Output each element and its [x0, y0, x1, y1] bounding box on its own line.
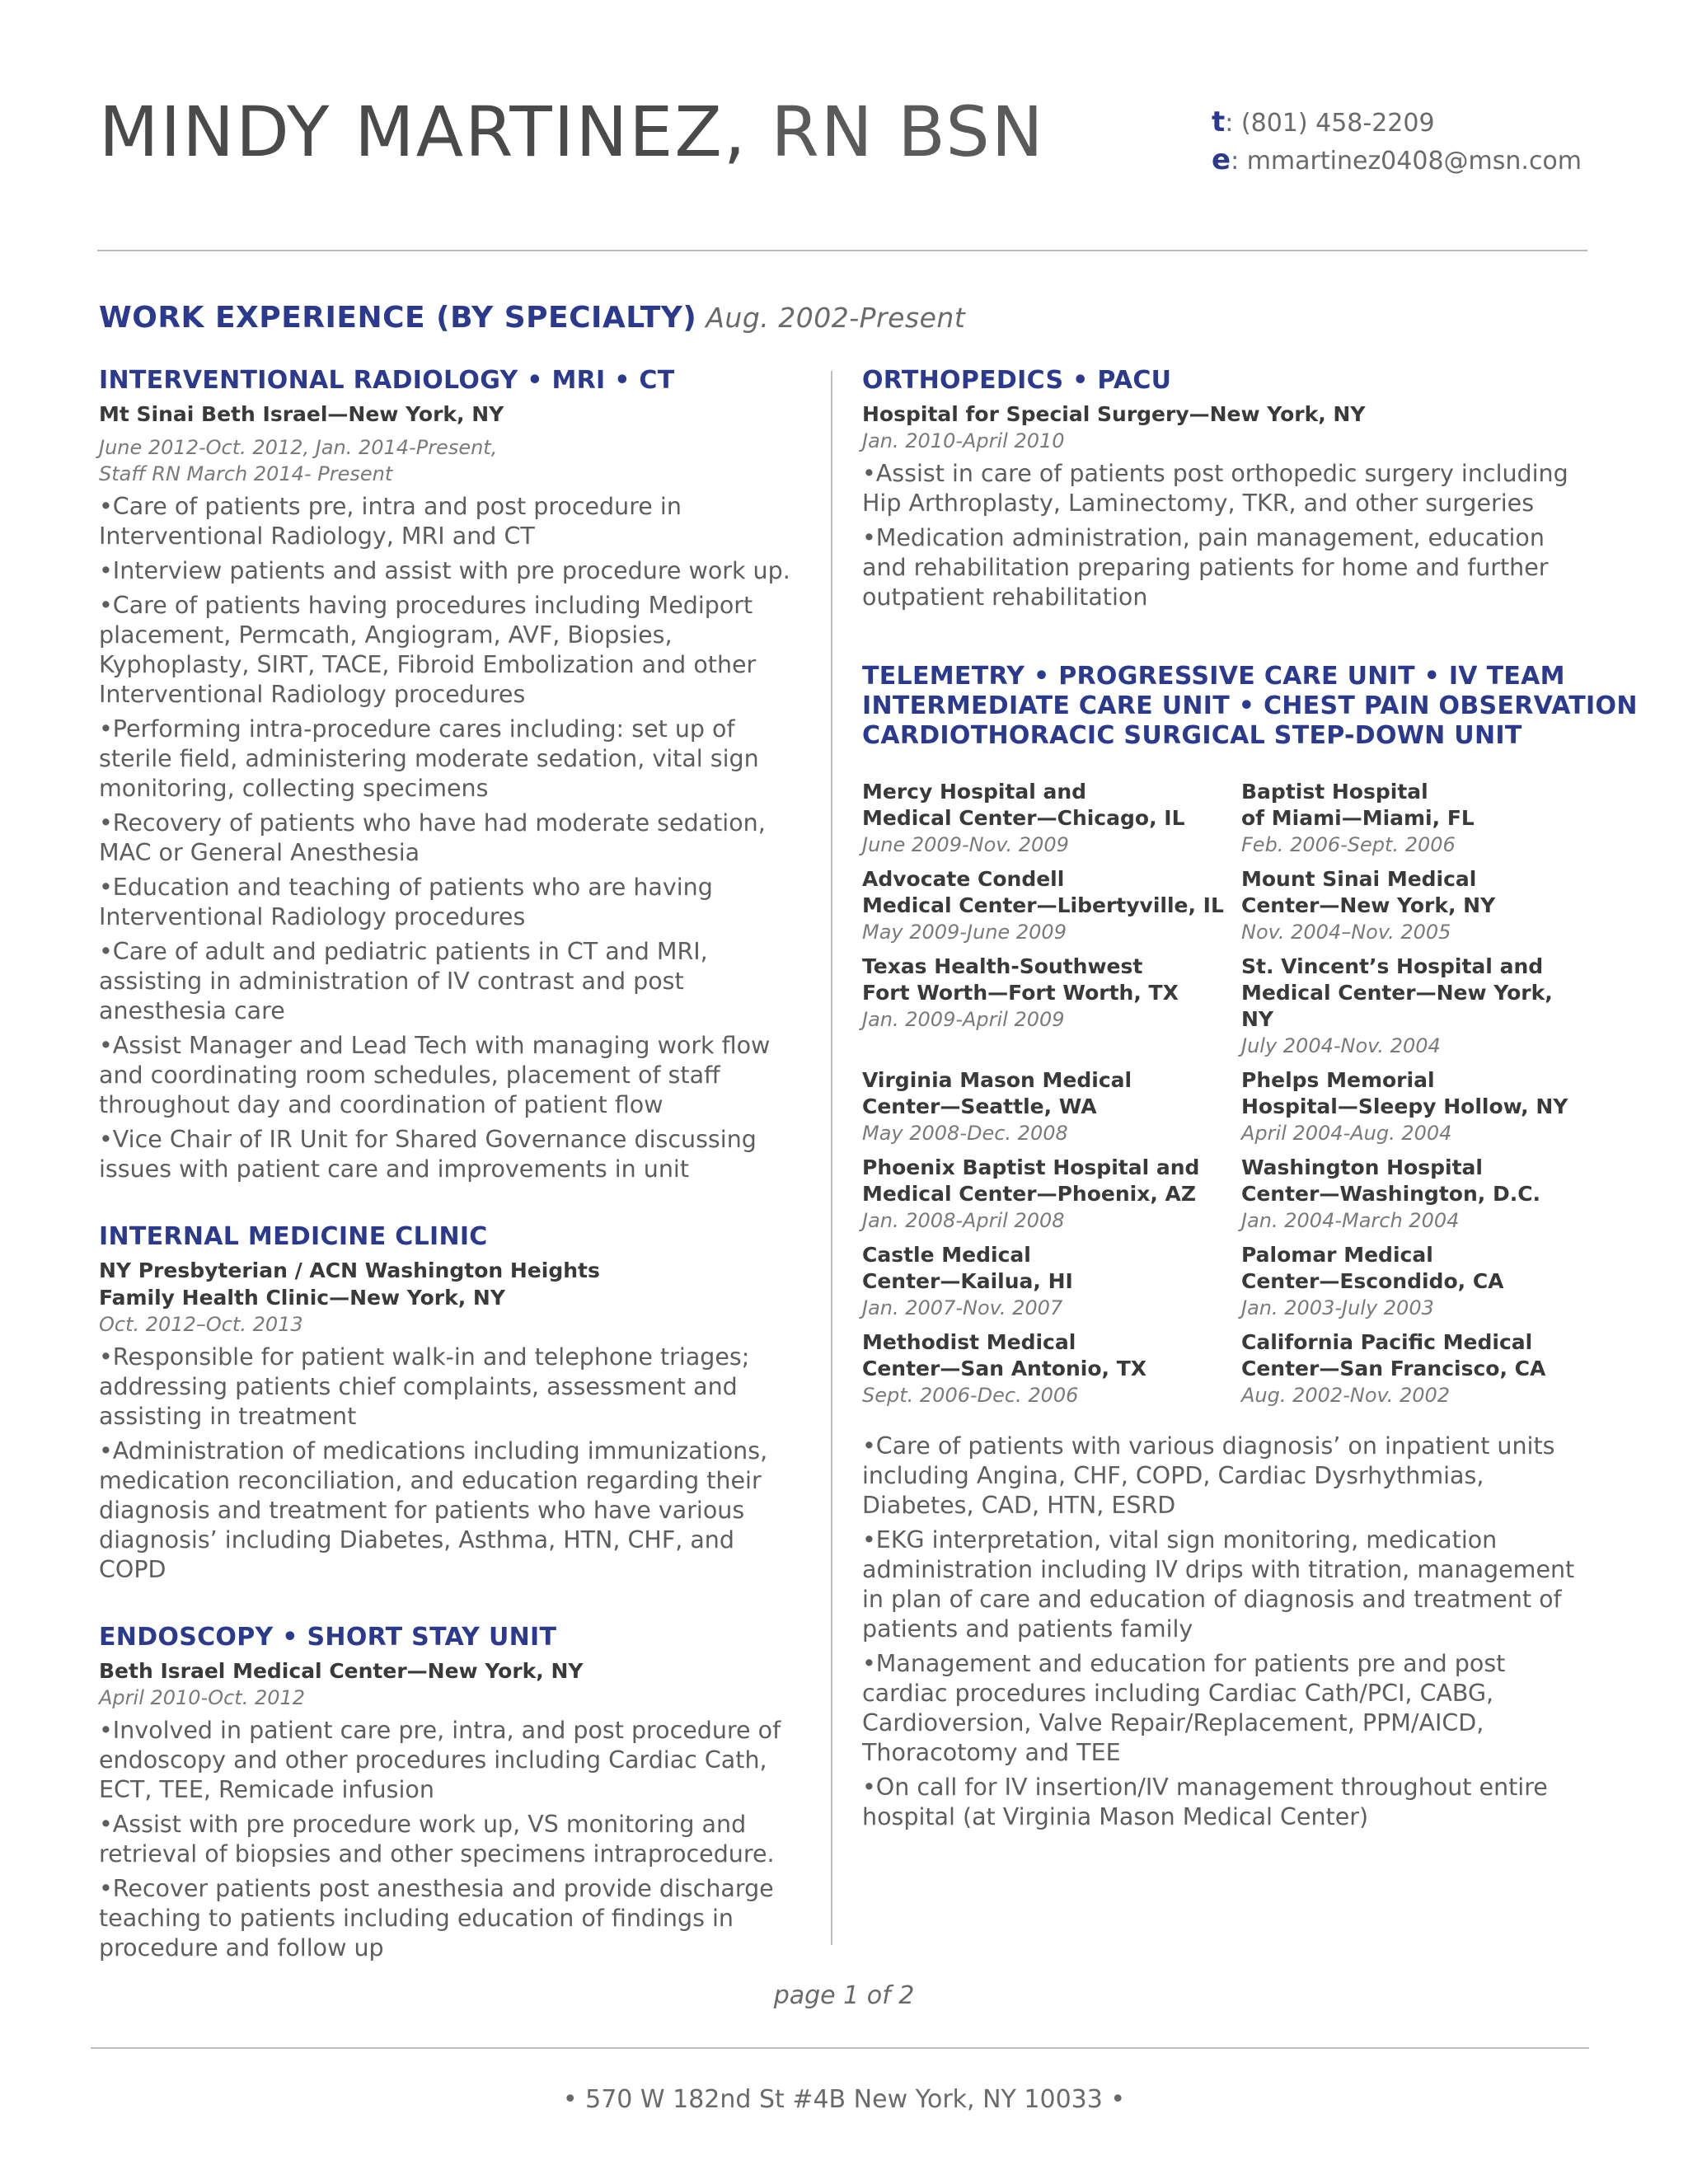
hospital-name: Texas Health-Southwest: [862, 954, 1143, 978]
left-column: [99, 366, 808, 1963]
bullet: •Vice Chair of IR Unit for Shared Governance discussing issues with patient care and improvements in unit: [99, 1126, 757, 1183]
hospital-entry: [862, 1329, 1241, 1408]
section-internal-medicine: [99, 1222, 808, 1585]
hospital-location: Medical Center—Phoenix, AZ: [862, 1182, 1197, 1206]
hospital-dates: Jan. 2004-March 2004: [1241, 1209, 1460, 1232]
bullet: •Medication administration, pain management, education and rehabilitation preparing patients for home and further outpatient rehabilitation: [862, 524, 1549, 611]
bullet: •Care of patients pre, intra and post procedure in Interventional Radiology, MRI and CT: [99, 493, 682, 550]
section-heading: INTERVENTIONAL RADIOLOGY • MRI • CT: [99, 366, 675, 395]
hospital-dates: Jan. 2003-July 2003: [1241, 1296, 1434, 1319]
hospital-dates: June 2009-Nov. 2009: [862, 833, 1069, 856]
hospital-entry: [862, 1242, 1241, 1321]
hospital-dates: July 2004-Nov. 2004: [1241, 1034, 1441, 1057]
hospital-dates: May 2008-Dec. 2008: [862, 1122, 1068, 1145]
bullet: •Interview patients and assist with pre procedure work up.: [99, 557, 790, 584]
section-heading: CARDIOTHORACIC SURGICAL STEP-DOWN UNIT: [862, 721, 1522, 750]
email-line: [1212, 142, 1582, 180]
hospital-dates: Nov. 2004–Nov. 2005: [1241, 921, 1451, 944]
dates: Staff RN March 2014- Present: [99, 462, 393, 485]
hospital-dates: Jan. 2007-Nov. 2007: [862, 1296, 1063, 1319]
section-orthopedics: [862, 366, 1587, 612]
hospital-dates: Sept. 2006-Dec. 2006: [862, 1384, 1079, 1407]
hospital-location: Center—San Antonio, TX: [862, 1357, 1147, 1380]
bullet: •Assist in care of patients post orthopedic surgery including Hip Arthroplasty, Laminectomy, TKR, and other surgeries: [862, 460, 1568, 517]
dates: April 2010-Oct. 2012: [99, 1686, 306, 1709]
hospital-entry: [1241, 779, 1587, 858]
hospital-entry: [1241, 866, 1587, 945]
work-dates: Aug. 2002-Present: [696, 302, 966, 334]
hospital-name: Phelps Memorial: [1241, 1068, 1435, 1092]
bullet: •Care of patients having procedures including Mediport placement, Permcath, Angiogram, AVF, Biopsies, Kyphoplasty, SIRT, TACE, Fibroid Embolization and other Interventional Radiology procedures: [99, 592, 757, 708]
employer: Family Health Clinic—New York, NY: [99, 1286, 505, 1310]
section-endoscopy: [99, 1623, 808, 1963]
phone-number: : (801) 458-2209: [1225, 109, 1435, 138]
hospital-name: California Pacific Medical: [1241, 1330, 1533, 1354]
section-telemetry: [862, 662, 1638, 1832]
employer: Beth Israel Medical Center—New York, NY: [99, 1659, 584, 1683]
employer: Mt Sinai Beth Israel—New York, NY: [99, 402, 504, 426]
column-divider: [831, 371, 832, 1945]
hospital-name: Washington Hospital: [1241, 1155, 1483, 1179]
dates: Jan. 2010-April 2010: [862, 429, 1065, 452]
hospital-location: Center—Kailua, HI: [862, 1269, 1073, 1293]
hospital-entry: [1241, 1242, 1587, 1321]
bullet: •Responsible for patient walk-in and telephone triages; addressing patients chief complaints, assessment and assisting in treatment: [99, 1343, 750, 1430]
hospital-dates: Jan. 2008-April 2008: [862, 1209, 1065, 1232]
bullet: •Assist Manager and Lead Tech with managing work flow and coordinating room schedules, placement of staff throughout day and coordination of patient flow: [99, 1032, 771, 1118]
section-heading: INTERMEDIATE CARE UNIT • CHEST PAIN OBSERVATION: [862, 691, 1638, 720]
hospital-entry: [1241, 1329, 1587, 1408]
employer: NY Presbyterian / ACN Washington Heights: [99, 1258, 600, 1282]
hospital-location: Fort Worth—Fort Worth, TX: [862, 981, 1179, 1005]
bullet: •Administration of medications including immunizations, medication reconciliation, and education regarding their diagnosis and treatment for patients who have various diagnosis’ including Diabetes, Asthma, HTN, CHF, and COPD: [99, 1437, 768, 1583]
hospital-name: Palomar Medical: [1241, 1243, 1433, 1267]
email-address: : mmartinez0408@msn.com: [1231, 147, 1582, 176]
hospital-name: Baptist Hospital: [1241, 780, 1428, 804]
hospital-location: Medical Center—Libertyville, IL: [862, 893, 1224, 917]
dates: Oct. 2012–Oct. 2013: [99, 1313, 303, 1336]
hospital-name: St. Vincent’s Hospital and: [1241, 954, 1544, 978]
hospital-location: Hospital—Sleepy Hollow, NY: [1241, 1094, 1568, 1118]
contact-info: [1212, 104, 1582, 180]
hospital-entry: [862, 866, 1241, 945]
bullet: •EKG interpretation, vital sign monitoring, medication administration including IV drips with titration, management in plan of care and education of diagnosis and treatment of patients and patients family: [862, 1526, 1575, 1643]
section-interventional-radiology: [99, 366, 808, 1184]
hospital-entry: [862, 954, 1241, 1059]
hospital-entry: [1241, 954, 1587, 1059]
work-title-text: WORK EXPERIENCE (BY SPECIALTY): [99, 301, 697, 335]
hospital-entry: [862, 779, 1241, 858]
bullet: •Education and teaching of patients who are having Interventional Radiology procedures: [99, 874, 713, 930]
section-heading: ORTHOPEDICS • PACU: [862, 366, 1172, 395]
bullet: •On call for IV insertion/IV management throughout entire hospital (at Virginia Mason Medical Center): [862, 1774, 1548, 1830]
bullet: •Assist with pre procedure work up, VS monitoring and retrieval of biopsies and other specimens intraprocedure.: [99, 1811, 775, 1868]
hospital-name: Methodist Medical: [862, 1330, 1076, 1354]
section-heading: TELEMETRY • PROGRESSIVE CARE UNIT • IV TEAM: [862, 662, 1565, 691]
address: • 570 W 182nd St #4B New York, NY 10033 •: [562, 2085, 1126, 2114]
hospital-location: Medical Center—Chicago, IL: [862, 806, 1185, 830]
hospital-location: of Miami—Miami, FL: [1241, 806, 1475, 830]
hospital-location: Center—Washington, D.C.: [1241, 1182, 1541, 1206]
bullet: •Performing intra-procedure cares including: set up of sterile field, administering moderate sedation, vital sign monitoring, collecting specimens: [99, 715, 759, 802]
hospital-entry: [862, 1067, 1241, 1146]
page-number: page 1 of 2: [773, 1981, 915, 2010]
footer-rule: [91, 2047, 1589, 2049]
hospital-name: Phoenix Baptist Hospital and: [862, 1155, 1200, 1179]
credentials: RN BSN: [747, 91, 1045, 172]
hospital-grid: [862, 779, 1587, 1408]
hospital-dates: Jan. 2009-April 2009: [862, 1008, 1065, 1031]
phone-line: [1212, 104, 1582, 142]
hospital-dates: Feb. 2006-Sept. 2006: [1241, 833, 1456, 856]
bullet: •Recover patients post anesthesia and provide discharge teaching to patients including education of findings in procedure and follow up: [99, 1875, 774, 1961]
hospital-name: Mount Sinai Medical: [1241, 867, 1477, 891]
hospital-location: Medical Center—New York, NY: [1241, 981, 1553, 1031]
bullet: •Management and education for patients pre and post cardiac procedures including Cardiac Cath/PCI, CABG, Cardioversion, Valve Repair/Replacement, PPM/AICD, Thoracotomy and TEE: [862, 1650, 1506, 1766]
hospital-entry: [1241, 1067, 1587, 1146]
hospital-dates: Aug. 2002-Nov. 2002: [1241, 1384, 1451, 1407]
section-heading: INTERNAL MEDICINE CLINIC: [99, 1222, 488, 1251]
employer: Hospital for Special Surgery—New York, NY: [862, 402, 1366, 426]
hospital-dates: April 2004-Aug. 2004: [1241, 1122, 1452, 1145]
bullet: •Involved in patient care pre, intra, and post procedure of endoscopy and other procedures including Cardiac Cath, ECT, TEE, Remicade infusion: [99, 1717, 781, 1803]
bullet: •Care of patients with various diagnosis’ on inpatient units including Angina, CHF, COPD, Cardiac Dysrhythmias, Diabetes, CAD, HTN, ESRD: [862, 1432, 1555, 1519]
right-column: [862, 366, 1638, 1832]
bullet: •Care of adult and pediatric patients in CT and MRI, assisting in administration of IV contrast and post anesthesia care: [99, 938, 708, 1024]
header-rule: [97, 250, 1587, 251]
email-key: e: [1212, 143, 1231, 176]
hospital-location: Center—Escondido, CA: [1241, 1269, 1504, 1293]
section-heading: ENDOSCOPY • SHORT STAY UNIT: [99, 1623, 557, 1652]
hospital-dates: May 2009-June 2009: [862, 921, 1067, 944]
dates: June 2012-Oct. 2012, Jan. 2014-Present,: [99, 436, 498, 459]
hospital-name: Castle Medical: [862, 1243, 1031, 1267]
hospital-location: Center—New York, NY: [1241, 893, 1496, 917]
hospital-location: Center—San Francisco, CA: [1241, 1357, 1546, 1380]
hospital-entry: [862, 1155, 1241, 1234]
telemetry-bullets: [862, 1432, 1587, 1832]
hospital-location: Center—Seattle, WA: [862, 1094, 1097, 1118]
work-experience-title: [99, 301, 965, 335]
candidate-name: [99, 91, 1045, 172]
phone-key: t: [1212, 105, 1226, 138]
hospital-entry: [1241, 1155, 1587, 1234]
hospital-name: Advocate Condell: [862, 867, 1065, 891]
hospital-name: Virginia Mason Medical: [862, 1068, 1132, 1092]
hospital-name: Mercy Hospital and: [862, 780, 1087, 804]
name-text: MINDY MARTINEZ,: [99, 91, 748, 172]
bullet: •Recovery of patients who have had moderate sedation, MAC or General Anesthesia: [99, 809, 766, 866]
